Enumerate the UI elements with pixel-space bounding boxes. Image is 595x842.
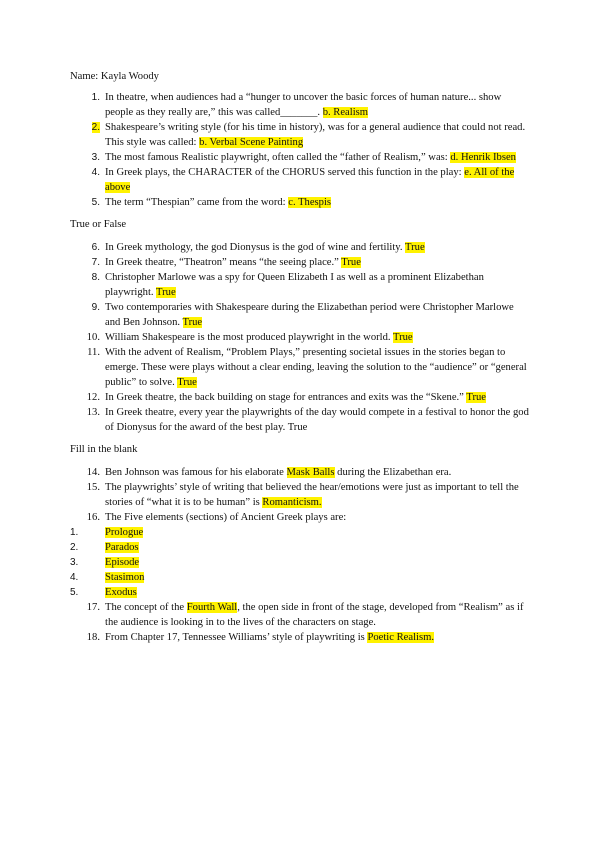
item-number: 4. xyxy=(70,572,79,583)
question-text: Two contemporaries with Shakespeare during the Elizabethan period were Christopher Marlowe and Ben Johnson. xyxy=(105,302,514,328)
item-number: 9. xyxy=(91,302,100,313)
question-text: Ben Johnson was famous for his elaborate xyxy=(105,467,287,478)
list-item xyxy=(70,270,530,300)
greek-elements-list xyxy=(70,525,530,600)
answer-highlight: Fourth Wall xyxy=(186,602,238,613)
list-item xyxy=(70,555,530,570)
answer-highlight: b. Verbal Scene Painting xyxy=(199,137,304,148)
multiple-choice-list xyxy=(70,90,530,210)
item-number: 3. xyxy=(91,152,100,163)
item-number: 7. xyxy=(91,257,100,268)
item-number: 6. xyxy=(91,242,100,253)
list-item xyxy=(70,630,530,645)
answer-highlight: d. Henrik Ibsen xyxy=(450,152,516,163)
answer-highlight: b. Realism xyxy=(322,107,369,118)
answer-highlight: Episode xyxy=(105,557,140,568)
list-item xyxy=(70,330,530,345)
answer-highlight: Exodus xyxy=(105,587,137,598)
answer-highlight: Mask Balls xyxy=(286,467,335,478)
item-number: 11. xyxy=(87,347,100,358)
item-number: 3. xyxy=(70,557,79,568)
item-number: 13. xyxy=(86,407,100,418)
item-number: 2. xyxy=(70,542,79,553)
answer-highlight: True xyxy=(466,392,486,403)
fill-in-blank-list xyxy=(70,465,530,525)
list-item xyxy=(70,405,530,435)
question-text: Christopher Marlowe was a spy for Queen Elizabeth I as well as a prominent Elizabethan playwright. xyxy=(105,272,484,298)
list-item xyxy=(70,540,530,555)
question-text: From Chapter 17, Tennessee Williams’ style of playwriting is xyxy=(105,632,368,643)
question-text: Shakespeare’s writing style (for his time in history), was for a general audience that could not read. This style was called: xyxy=(105,122,526,148)
list-item xyxy=(70,120,530,150)
list-item xyxy=(70,255,530,270)
item-number: 5. xyxy=(91,197,100,208)
answer-highlight: c. Thespis xyxy=(288,197,332,208)
answer-highlight: True xyxy=(405,242,425,253)
list-item xyxy=(70,90,530,120)
list-item xyxy=(70,390,530,405)
list-item xyxy=(70,525,530,540)
item-number: 1. xyxy=(70,527,79,538)
item-number: 15. xyxy=(86,482,100,493)
answer-highlight: True xyxy=(182,317,203,328)
list-item xyxy=(70,585,530,600)
question-text: during the Elizabethan era. xyxy=(334,467,452,478)
item-number: 1. xyxy=(91,92,100,103)
question-text: In Greek plays, the CHARACTER of the CHORUS served this function in the play: xyxy=(105,167,465,178)
item-number: 2. xyxy=(91,122,100,133)
item-number: 17. xyxy=(86,602,100,613)
list-item xyxy=(70,240,530,255)
question-text: William Shakespeare is the most produced playwright in the world. xyxy=(105,332,393,343)
item-number: 4. xyxy=(91,167,100,178)
question-text: In Greek mythology, the god Dionysus is the god of wine and fertility. xyxy=(105,242,406,253)
answer-highlight: True xyxy=(341,257,361,268)
question-text: The Five elements (sections) of Ancient Greek plays are: xyxy=(105,512,347,523)
question-text: The term “Thespian” came from the word: xyxy=(105,197,289,208)
answer-highlight: True xyxy=(156,287,176,298)
list-item xyxy=(70,195,530,210)
student-name: Name: Kayla Woody xyxy=(70,71,159,82)
list-item xyxy=(70,345,530,390)
fill-in-blank-heading: Fill in the blank xyxy=(70,444,138,455)
answer-highlight: Parados xyxy=(105,542,139,553)
true-false-list xyxy=(70,240,530,435)
list-item xyxy=(70,570,530,585)
list-item xyxy=(70,465,530,480)
question-text: The playwrights’ style of writing that believed the hear/emotions were just as important to tell the stories of “what it is to be human” is xyxy=(105,482,519,508)
question-text: In Greek theatre, “Theatron” means “the seeing place.” xyxy=(105,257,342,268)
list-item xyxy=(70,480,530,510)
list-item xyxy=(70,150,530,165)
answer-highlight: e. All of the above xyxy=(105,167,515,193)
question-text: In Greek theatre, the back building on stage for entrances and exits was the “Skene.” xyxy=(105,392,467,403)
item-number: 8. xyxy=(91,272,100,283)
question-text: The concept of the xyxy=(105,602,187,613)
item-number: 14. xyxy=(86,467,100,478)
item-number: 16. xyxy=(86,512,100,523)
question-text: , the open side in front of the stage, developed from “Realism” as if the audience is looking in to the lives of the characters on stage. xyxy=(105,602,524,628)
fill-in-blank-list-continued xyxy=(70,600,530,645)
question-text: The most famous Realistic playwright, often called the “father of Realism,” was: xyxy=(105,152,451,163)
item-number: 12. xyxy=(86,392,100,403)
item-number: 18. xyxy=(86,632,100,643)
answer-highlight: True xyxy=(177,377,197,388)
document-body xyxy=(70,69,530,645)
list-item xyxy=(70,165,530,195)
question-text: In theatre, when audiences had a “hunger to uncover the basic forces of human nature... show people as they really are,” this was called_______. xyxy=(105,92,502,118)
list-item xyxy=(70,600,530,630)
true-false-heading: True or False xyxy=(70,219,127,230)
question-text: In Greek theatre, every year the playwrights of the day would compete in a festival to honor the god of Dionysus for the award of the best play. True xyxy=(105,407,529,433)
question-text: With the advent of Realism, “Problem Plays,” presenting societal issues in the stories began to emerge. These were plays without a clear ending, leaving the solution to the “audience” or “general public” to solve. xyxy=(105,347,527,388)
item-number: 5. xyxy=(70,587,79,598)
list-item xyxy=(70,510,530,525)
item-number: 10. xyxy=(86,332,100,343)
list-item xyxy=(70,300,530,330)
answer-highlight: Romanticism. xyxy=(262,497,322,508)
answer-highlight: Prologue xyxy=(105,527,144,538)
answer-highlight: Poetic Realism. xyxy=(367,632,434,643)
answer-highlight: True xyxy=(393,332,413,343)
answer-highlight: Stasimon xyxy=(105,572,145,583)
